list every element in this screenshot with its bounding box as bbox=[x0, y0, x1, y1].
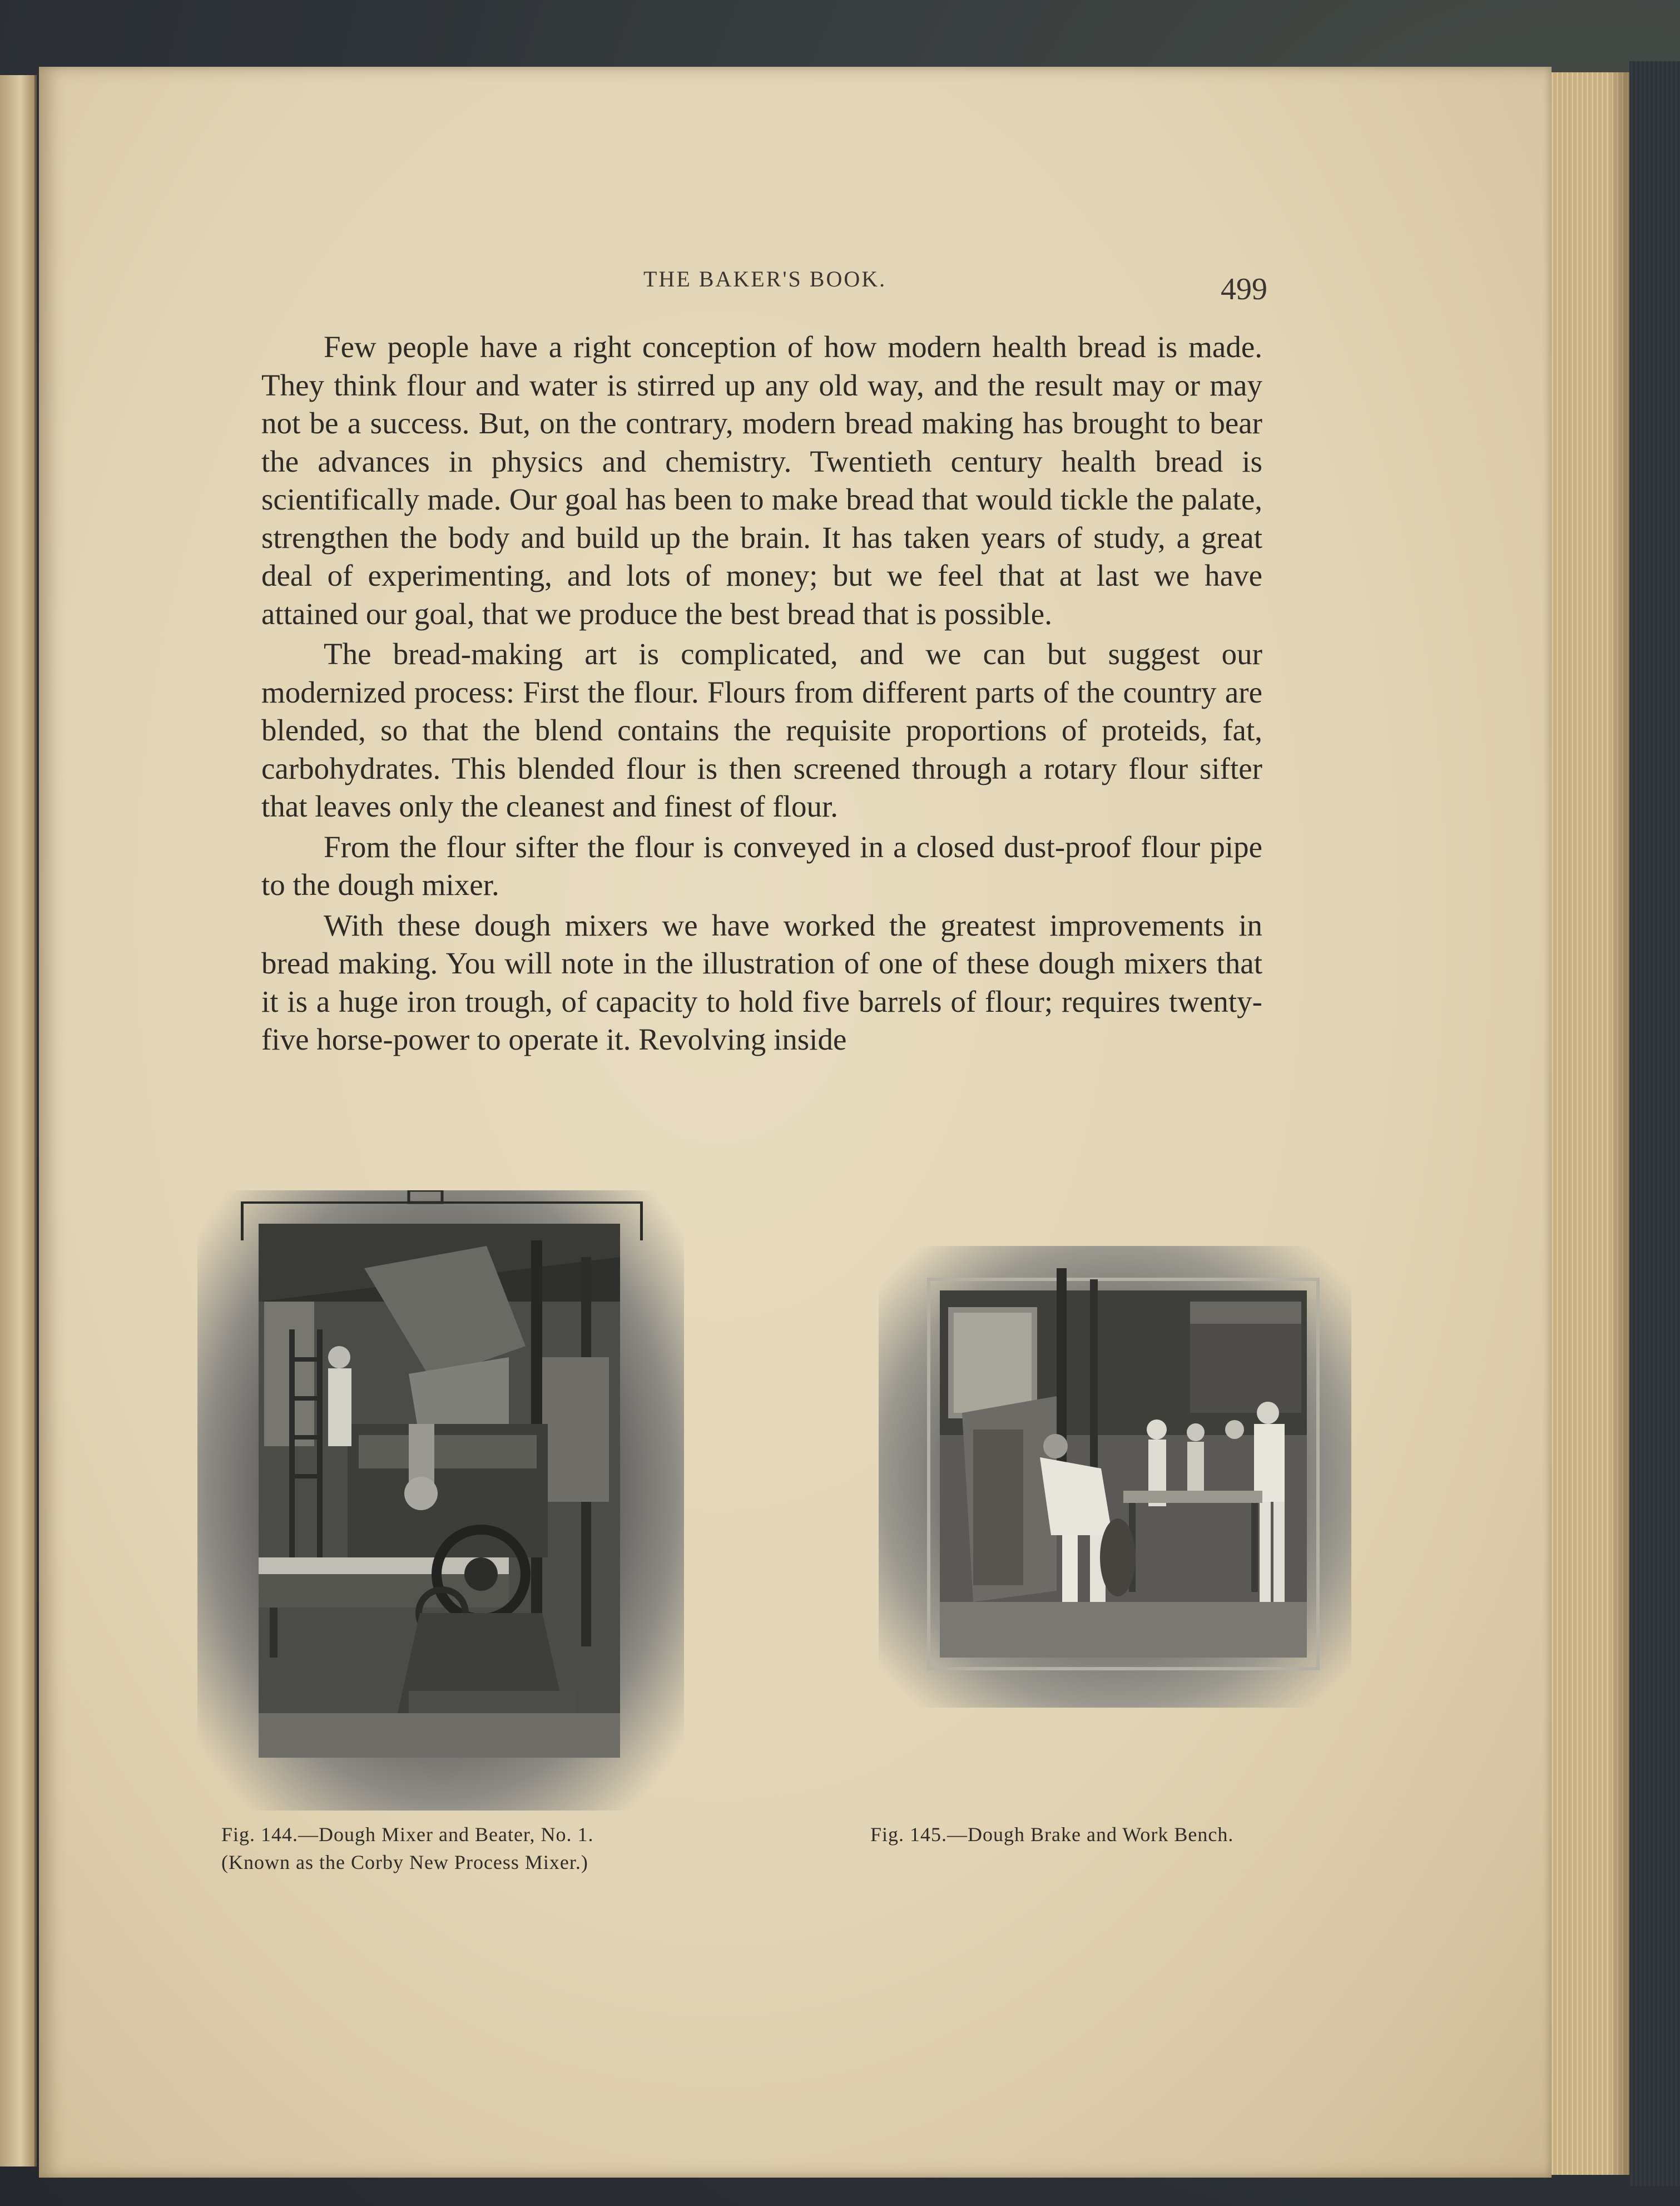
paragraph: From the flour sifter the flour is conveyed in a closed dust-proof flour pipe to the dough mixer. bbox=[261, 829, 1262, 902]
caption-line: (Known as the Corby New Process Mixer.) bbox=[221, 1851, 588, 1873]
caption-line: Fig. 145.—Dough Brake and Work Bench. bbox=[870, 1823, 1234, 1846]
figure-dough-brake-photo bbox=[879, 1246, 1351, 1708]
figure-caption-145 bbox=[870, 1821, 1233, 1848]
paragraph: With these dough mixers we have worked the greatest improvements in bread making. You will note in the illustration of one of these dough mixers that it is a huge iron trough, of capacity to hold five barrels of flour; requires twenty-five horse-power to operate it. Revolving inside bbox=[261, 908, 1262, 1056]
previous-page-edge bbox=[0, 75, 37, 2167]
dough-mixer-illustration bbox=[197, 1190, 684, 1811]
running-head: THE BAKER'S BOOK. bbox=[643, 266, 887, 291]
paragraph: The bread-making art is complicated, and we can but suggest our modernized process: First the flour. Flours from different parts of the country are blended, so that the blend contains the requisite proportions of proteids, fat, carbohydrates. This blended flour is then screened through a rotary flour sifter that leaves only the cleanest and finest of flour. bbox=[261, 637, 1262, 823]
book-cover-right bbox=[1629, 61, 1680, 2186]
body-text bbox=[261, 328, 1262, 1061]
page-number: 499 bbox=[1221, 272, 1267, 306]
caption-line: Fig. 144.—Dough Mixer and Beater, No. 1. bbox=[221, 1823, 594, 1846]
dough-brake-illustration bbox=[879, 1246, 1351, 1708]
paragraph: Few people have a right conception of how modern health bread is made. They think flour and water is stirred up any old way, and the result may or may not be a success. But, on the contrary, modern bread making has brought to bear the advances in physics and chemistry. Twentieth century health bread is scientifically made. Our goal has been to make bread that would tickle the palate, strengthen the body and build up the brain. It has taken years of study, a great deal of experimenting, and lots of money; but we feel that at last we have attained our goal, that we produce the best bread that is possible. bbox=[261, 330, 1262, 631]
figure-dough-mixer-photo bbox=[197, 1190, 684, 1811]
figure-caption-144 bbox=[221, 1821, 593, 1876]
